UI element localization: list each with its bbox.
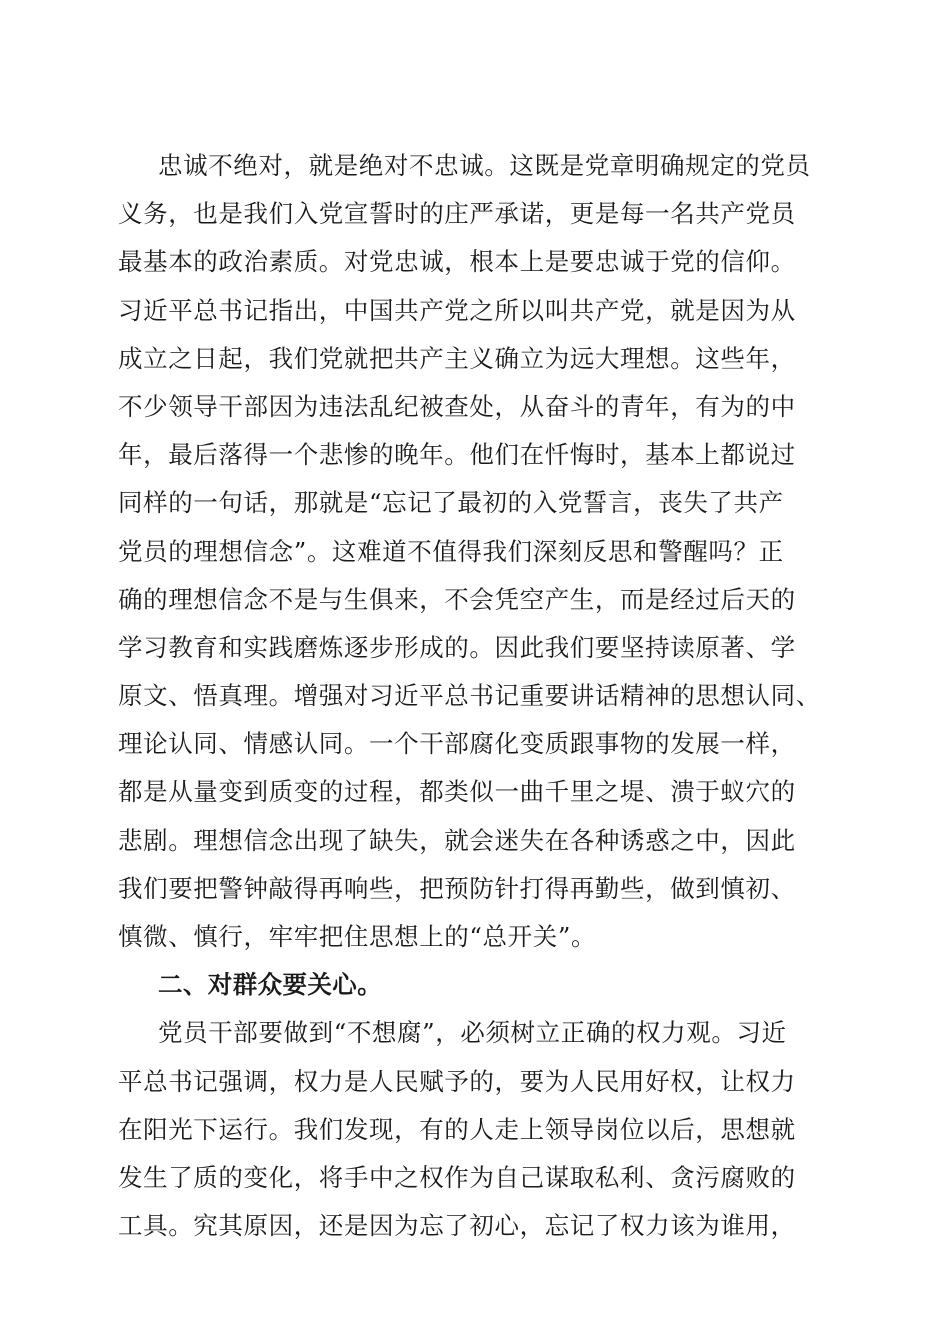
paragraph-1-line: 我们要把警钟敲得再响些，把预防针打得再勤些，做到慎初、: [118, 873, 796, 903]
paragraph-2-line: 在阳光下运行。我们发现，有的人走上领导岗位以后，思想就: [118, 1114, 796, 1144]
paragraph-2-line: 工具。究其原因，还是因为忘了初心，忘记了权力该为谁用，: [118, 1211, 796, 1241]
paragraph-1-line: 理论认同、情感认同。一个干部腐化变质跟事物的发展一样，: [118, 729, 796, 759]
paragraph-1-line: 原文、悟真理。增强对习近平总书记重要讲话精神的思想认同、: [118, 681, 821, 711]
paragraph-2-line: 平总书记强调，权力是人民赋予的，要为人民用好权，让权力: [118, 1066, 796, 1096]
paragraph-1-line: 义务，也是我们入党宣誓时的庄严承诺，更是每一名共产党员: [118, 199, 796, 229]
paragraph-1-line: 成立之日起，我们党就把共产主义确立为远大理想。这些年，: [118, 343, 796, 373]
paragraph-1-line: 都是从量变到质变的过程，都类似一曲千里之堤、溃于蚁穴的: [118, 777, 796, 807]
paragraph-1-line: 忠诚不绝对，就是绝对不忠诚。这既是党章明确规定的党员: [158, 151, 811, 180]
paragraph-1-line: 慎微、慎行，牢牢把住思想上的“总开关”。: [118, 922, 597, 951]
document-body: [118, 142, 832, 1250]
paragraph-2-line: 党员干部要做到“不想腐”，必须树立正确的权力观。习近: [158, 1018, 787, 1048]
paragraph-1-line: 同样的一句话，那就是“忘记了最初的入党誓言，丧失了共产: [118, 488, 784, 518]
paragraph-1-line: 习近平总书记指出，中国共产党之所以叫共产党，就是因为从: [118, 295, 796, 325]
section-heading: 二、对群众要关心。: [158, 970, 383, 1000]
paragraph-1-line: 最基本的政治素质。对党忠诚，根本上是要忠诚于党的信仰。: [118, 247, 796, 277]
paragraph-1-line: 悲剧。理想信念出现了缺失，就会迷失在各种诱惑之中，因此: [118, 825, 796, 855]
paragraph-1-line: 不少领导干部因为违法乱纪被查处，从奋斗的青年，有为的中: [118, 391, 796, 421]
paragraph-1-line: 学习教育和实践磨炼逐步形成的。因此我们要坚持读原著、学: [118, 632, 796, 662]
paragraph-1-line: 年，最后落得一个悲惨的晚年。他们在忏悔时，基本上都说过: [118, 440, 796, 470]
paragraph-1-line: 党员的理想信念”。这难道不值得我们深刻反思和警醒吗？正: [118, 536, 784, 566]
paragraph-1-line: 确的理想信念不是与生俱来，不会凭空产生，而是经过后天的: [118, 584, 796, 614]
paragraph-2-line: 发生了质的变化，将手中之权作为自己谋取私利、贪污腐败的: [118, 1162, 796, 1192]
